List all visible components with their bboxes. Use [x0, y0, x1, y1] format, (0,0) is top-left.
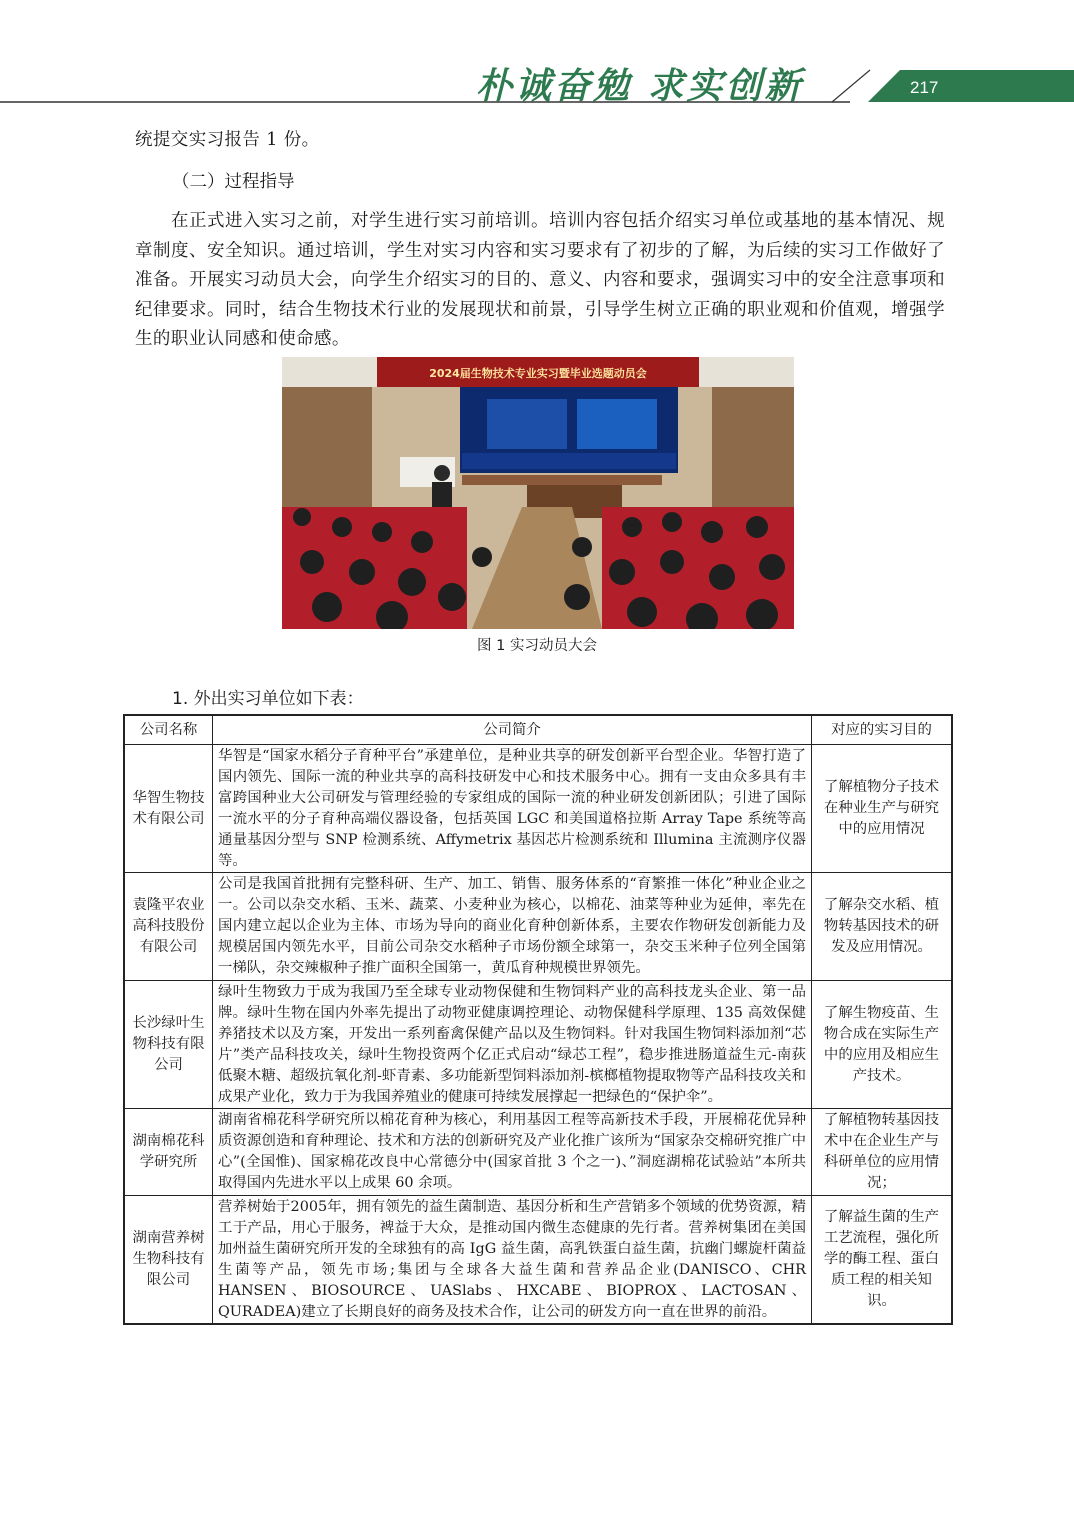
page-header	[0, 0, 1074, 112]
table-row	[124, 745, 952, 873]
company-name-cell: 湖南营养树生物科技有限公司	[124, 1196, 213, 1325]
internship-purpose-cell: 了解杂交水稻、植物转基因技术的研发及应用情况。	[812, 873, 953, 981]
header-internship-purpose: 对应的实习目的	[812, 715, 953, 745]
header-company-name: 公司名称	[124, 715, 213, 745]
meeting-photo-illustration	[282, 357, 794, 629]
company-name-cell: 长沙绿叶生物科技有限公司	[124, 980, 213, 1108]
section-heading: （二）过程指导	[172, 172, 295, 192]
company-name-cell: 袁隆平农业高科技股份有限公司	[124, 873, 213, 981]
page-number-tab	[868, 70, 1074, 102]
table-header-row	[124, 715, 952, 745]
internship-purpose-cell: 了解植物转基因技术中在企业生产与科研单位的应用情况；	[812, 1109, 953, 1196]
company-intro-cell: 公司是我国首批拥有完整科研、生产、加工、销售、服务体系的“育繁推一体化”种业企业之一。公司以杂交水稻、玉米、蔬菜、小麦种业为核心，以棉花、油菜等种业为延伸，率先在国内建立起以企业为主体、市场为导向的商业化育种创新体系，主要农作物研发创新能力及规模居国内领先水平，目前公司杂交水稻种子市场份额全球第一，杂交玉米种子位列全国第一梯队，杂交辣椒种子推广面积全国第一，黄瓜育种规模世界领先。	[213, 873, 812, 981]
internship-units-table	[123, 714, 953, 1325]
banner-text: 2024届生物技术专业实习暨毕业选题动员会	[429, 367, 647, 380]
table-row	[124, 1196, 952, 1325]
internship-purpose-cell: 了解益生菌的生产工艺流程，强化所学的酶工程、蛋白质工程的相关知识。	[812, 1196, 953, 1325]
paragraph-process-guidance: 在正式进入实习之前，对学生进行实习前培训。培训内容包括介绍实习单位或基地的基本情况、规章制度、安全知识。通过培训，学生对实习内容和实习要求有了初步的了解，为后续的实习工作做好了准备。开展实习动员大会，向学生介绍实习的目的、意义、内容和要求，强调实习中的安全注意事项和纪律要求。同时，结合生物技术行业的发展现状和前景，引导学生树立正确的职业观和价值观，增强学生的职业认同感和使命感。	[135, 211, 945, 349]
figure-caption: 图 1 实习动员大会	[477, 638, 597, 654]
header-motto: 朴诚奋勉 求实创新	[476, 65, 804, 107]
paragraph-continuation: 统提交实习报告 1 份。	[135, 130, 320, 150]
page-number: 217	[910, 78, 939, 97]
internship-purpose-cell: 了解植物分子技术在种业生产与研究中的应用情况	[812, 745, 953, 873]
speaker	[434, 465, 450, 481]
company-intro-cell: 华智是“国家水稻分子育种平台”承建单位，是种业共享的研发创新平台型企业。华智打造了国内领先、国际一流的种业共享的高科技研发中心和技术服务中心。拥有一支由众多具有丰富跨国种业大公司研发与管理经验的专家组成的国际一流的种业研发创新团队；引进了国际一流水平的分子育种高端仪器设备，包括英国 LGC 和美国道格拉斯 Array Tape 系统等高通量基因分型与 SNP 检测系统、Affymetrix 基因芯片检测系统和 Illumina 主流测序仪器等。	[213, 745, 812, 873]
header-company-intro: 公司简介	[213, 715, 812, 745]
company-name-cell: 湖南棉花科学研究所	[124, 1109, 213, 1196]
internship-purpose-cell: 了解生物疫苗、生物合成在实际生产中的应用及相应生产技术。	[812, 980, 953, 1108]
table-row	[124, 1109, 952, 1196]
company-name-cell: 华智生物技术有限公司	[124, 745, 213, 873]
mobilization-meeting-photo	[282, 357, 794, 629]
company-intro-cell: 湖南省棉花科学研究所以棉花育种为核心，利用基因工程等高新技术手段，开展棉花优异种质资源创造和育种理论、技术和方法的创新研究及产业化推广该所为“国家杂交棉研究推广中心”(全国惟)、国家棉花改良中心常德分中(国家首批 3 个之一)、”洞庭湖棉花试验站”本所共取得国内先进水平以上成果 60 余项。	[213, 1109, 812, 1196]
header-slash	[832, 70, 870, 102]
list-heading: 1. 外出实习单位如下表：	[172, 689, 364, 709]
table-row	[124, 873, 952, 981]
company-intro-cell: 营养树始于2005年，拥有领先的益生菌制造、基因分析和生产营销多个领域的优势资源，精工于产品，用心于服务，裨益于大众，是推动国内微生态健康的先行者。营养树集团在美国加州益生菌研究所开发的全球独有的高 IgG 益生菌，高乳铁蛋白益生菌，抗幽门螺旋杆菌益生菌等产品，领先市场;集团与全球各大益生菌和营养品企业(DANISCO、CHR HANSEN、BIOSOURCE、UASlabs、HXCABE、BIOPROX、LACTOSAN、QURADEA)建立了长期良好的商务及技术合作，让公司的研发方向一直在世界的前沿。	[213, 1196, 812, 1325]
company-intro-cell: 绿叶生物致力于成为我国乃至全球专业动物保健和生物饲料产业的高科技龙头企业、第一品牌。绿叶生物在国内外率先提出了动物亚健康调控理论、动物保健科学原理、135 高效保健养猪技术以及方案，开发出一系列畜禽保健产品以及生物饲料。针对我国生物饲料添加剂“芯片”类产品科技攻关，绿叶生物投资两个亿正式启动“绿芯工程”，稳步推进肠道益生元-南荻低聚木糖、超级抗氧化剂-虾青素、多功能新型饲料添加剂-槟榔植物提取物等产品科技攻关和成果产业化，致力于为我国养殖业的健康可持续发展撑起一把绿色的“保护伞”。	[213, 980, 812, 1108]
table-row	[124, 980, 952, 1108]
